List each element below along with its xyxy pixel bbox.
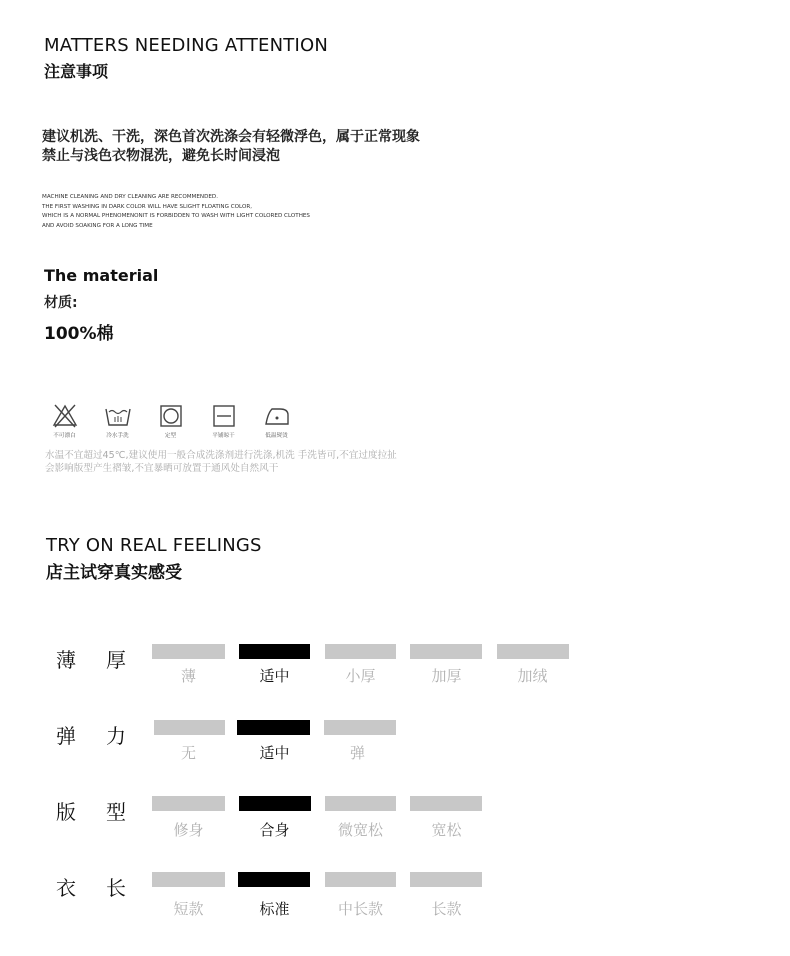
scale-bar	[325, 644, 396, 659]
scale-option: 中长款	[337, 900, 383, 918]
wash-note	[45, 449, 397, 475]
attention-title-cn: 注意事项	[44, 62, 109, 81]
wash-item	[144, 404, 197, 439]
scale-option: 加厚	[431, 667, 462, 685]
feeling-name-length	[56, 872, 156, 901]
feeling-name-char: 弹	[56, 724, 76, 748]
feeling-name-fit	[56, 796, 156, 825]
attention-title-en: MATTERS NEEDING ATTENTION	[44, 35, 329, 56]
wash-care-icons	[38, 404, 303, 439]
care-en-line: MACHINE CLEANING AND DRY CLEANING ARE RECOMMENDED.	[42, 194, 219, 200]
feeling-name-char: 薄	[56, 648, 76, 672]
wash-note-line: 水温不宜超过45℃,建议使用一般合成洗涤剂进行洗涤,机洗 手洗皆可,不宜过度拉扯	[45, 450, 397, 461]
scale-option: 小厚	[345, 667, 376, 685]
wash-label: 平铺晾干	[212, 433, 235, 439]
feeling-name-char: 衣	[56, 876, 76, 900]
wash-item	[38, 404, 91, 439]
scale-bar	[410, 796, 482, 811]
wash-item	[91, 404, 144, 439]
scale-bar	[410, 872, 482, 887]
scale-option: 修身	[173, 821, 204, 839]
scale-option: 加绒	[517, 667, 548, 685]
dry-flat-icon	[211, 404, 237, 428]
scale-option: 长款	[431, 900, 462, 918]
scale-option: 微宽松	[337, 821, 383, 839]
cold-wash-hand-icon	[105, 404, 131, 428]
tryon-title-en: TRY ON REAL FEELINGS	[46, 535, 262, 556]
scale-option-selected: 标准	[259, 900, 290, 918]
scale-bar-selected	[239, 644, 310, 659]
wash-label: 不可漂白	[53, 433, 76, 439]
scale-option: 弹	[349, 744, 365, 762]
tumble-dry-icon	[158, 404, 184, 428]
care-en-line: AND AVOID SOAKING FOR A LONG TIME	[42, 222, 153, 229]
scale-bar	[325, 796, 396, 811]
wash-label: 定型	[164, 433, 177, 439]
care-en-line: THE FIRST WASHING IN DARK COLOR WILL HAVE SLIGHT FLOATING COLOR,	[42, 203, 253, 210]
scale-bar	[410, 644, 482, 659]
feeling-name-char: 长	[106, 876, 126, 900]
wash-item	[250, 404, 303, 439]
care-cn-line: 建议机洗、干洗，深色首次洗涤会有轻微浮色，属于正常现象	[42, 129, 420, 145]
scale-bar-selected	[237, 720, 310, 735]
scale-bar	[152, 872, 225, 887]
scale-bar-selected	[239, 796, 311, 811]
scale-option: 宽松	[431, 821, 462, 839]
scale-option: 无	[180, 744, 196, 762]
feeling-name-char: 力	[106, 724, 126, 748]
scale-bar	[497, 644, 569, 659]
scale-bar-selected	[238, 872, 310, 887]
scale-bar	[152, 644, 225, 659]
scale-option-selected: 合身	[259, 821, 290, 839]
scale-bar	[154, 720, 225, 735]
wash-item	[197, 404, 250, 439]
wash-note-line: 会影响版型产生褶皱,不宜暴晒可放置于通风处自然风干	[45, 463, 279, 474]
scale-bar	[324, 720, 396, 735]
low-iron-icon	[264, 404, 290, 428]
feeling-name-char: 型	[106, 800, 126, 824]
material-value: 100%棉	[44, 324, 114, 344]
feeling-name-thickness	[56, 644, 156, 673]
scale-bar	[152, 796, 225, 811]
scale-option: 薄	[180, 667, 196, 685]
wash-label: 冷水手洗	[106, 433, 129, 439]
no-bleach-icon	[52, 404, 78, 428]
scale-option-selected: 适中	[259, 744, 290, 762]
scale-bar	[325, 872, 396, 887]
feeling-name-char: 厚	[106, 648, 126, 672]
feeling-name-elasticity	[56, 720, 156, 749]
wash-label: 低温熨烫	[265, 433, 288, 439]
feeling-name-char: 版	[56, 800, 76, 824]
scale-option-selected: 适中	[259, 667, 290, 685]
care-instructions-en	[42, 193, 310, 231]
material-label-cn: 材质:	[44, 295, 78, 311]
material-title-en: The material	[44, 266, 159, 285]
scale-option: 短款	[173, 900, 204, 918]
care-cn-line: 禁止与浅色衣物混洗，避免长时间浸泡	[42, 148, 280, 164]
care-en-line: WHICH IS A NORMAL PHENOMENONIT IS FORBIDDEN TO WASH WITH LIGHT COLORED CLOTHES	[42, 213, 310, 219]
tryon-title-cn: 店主试穿真实感受	[46, 563, 182, 583]
care-instructions-cn	[42, 128, 420, 166]
